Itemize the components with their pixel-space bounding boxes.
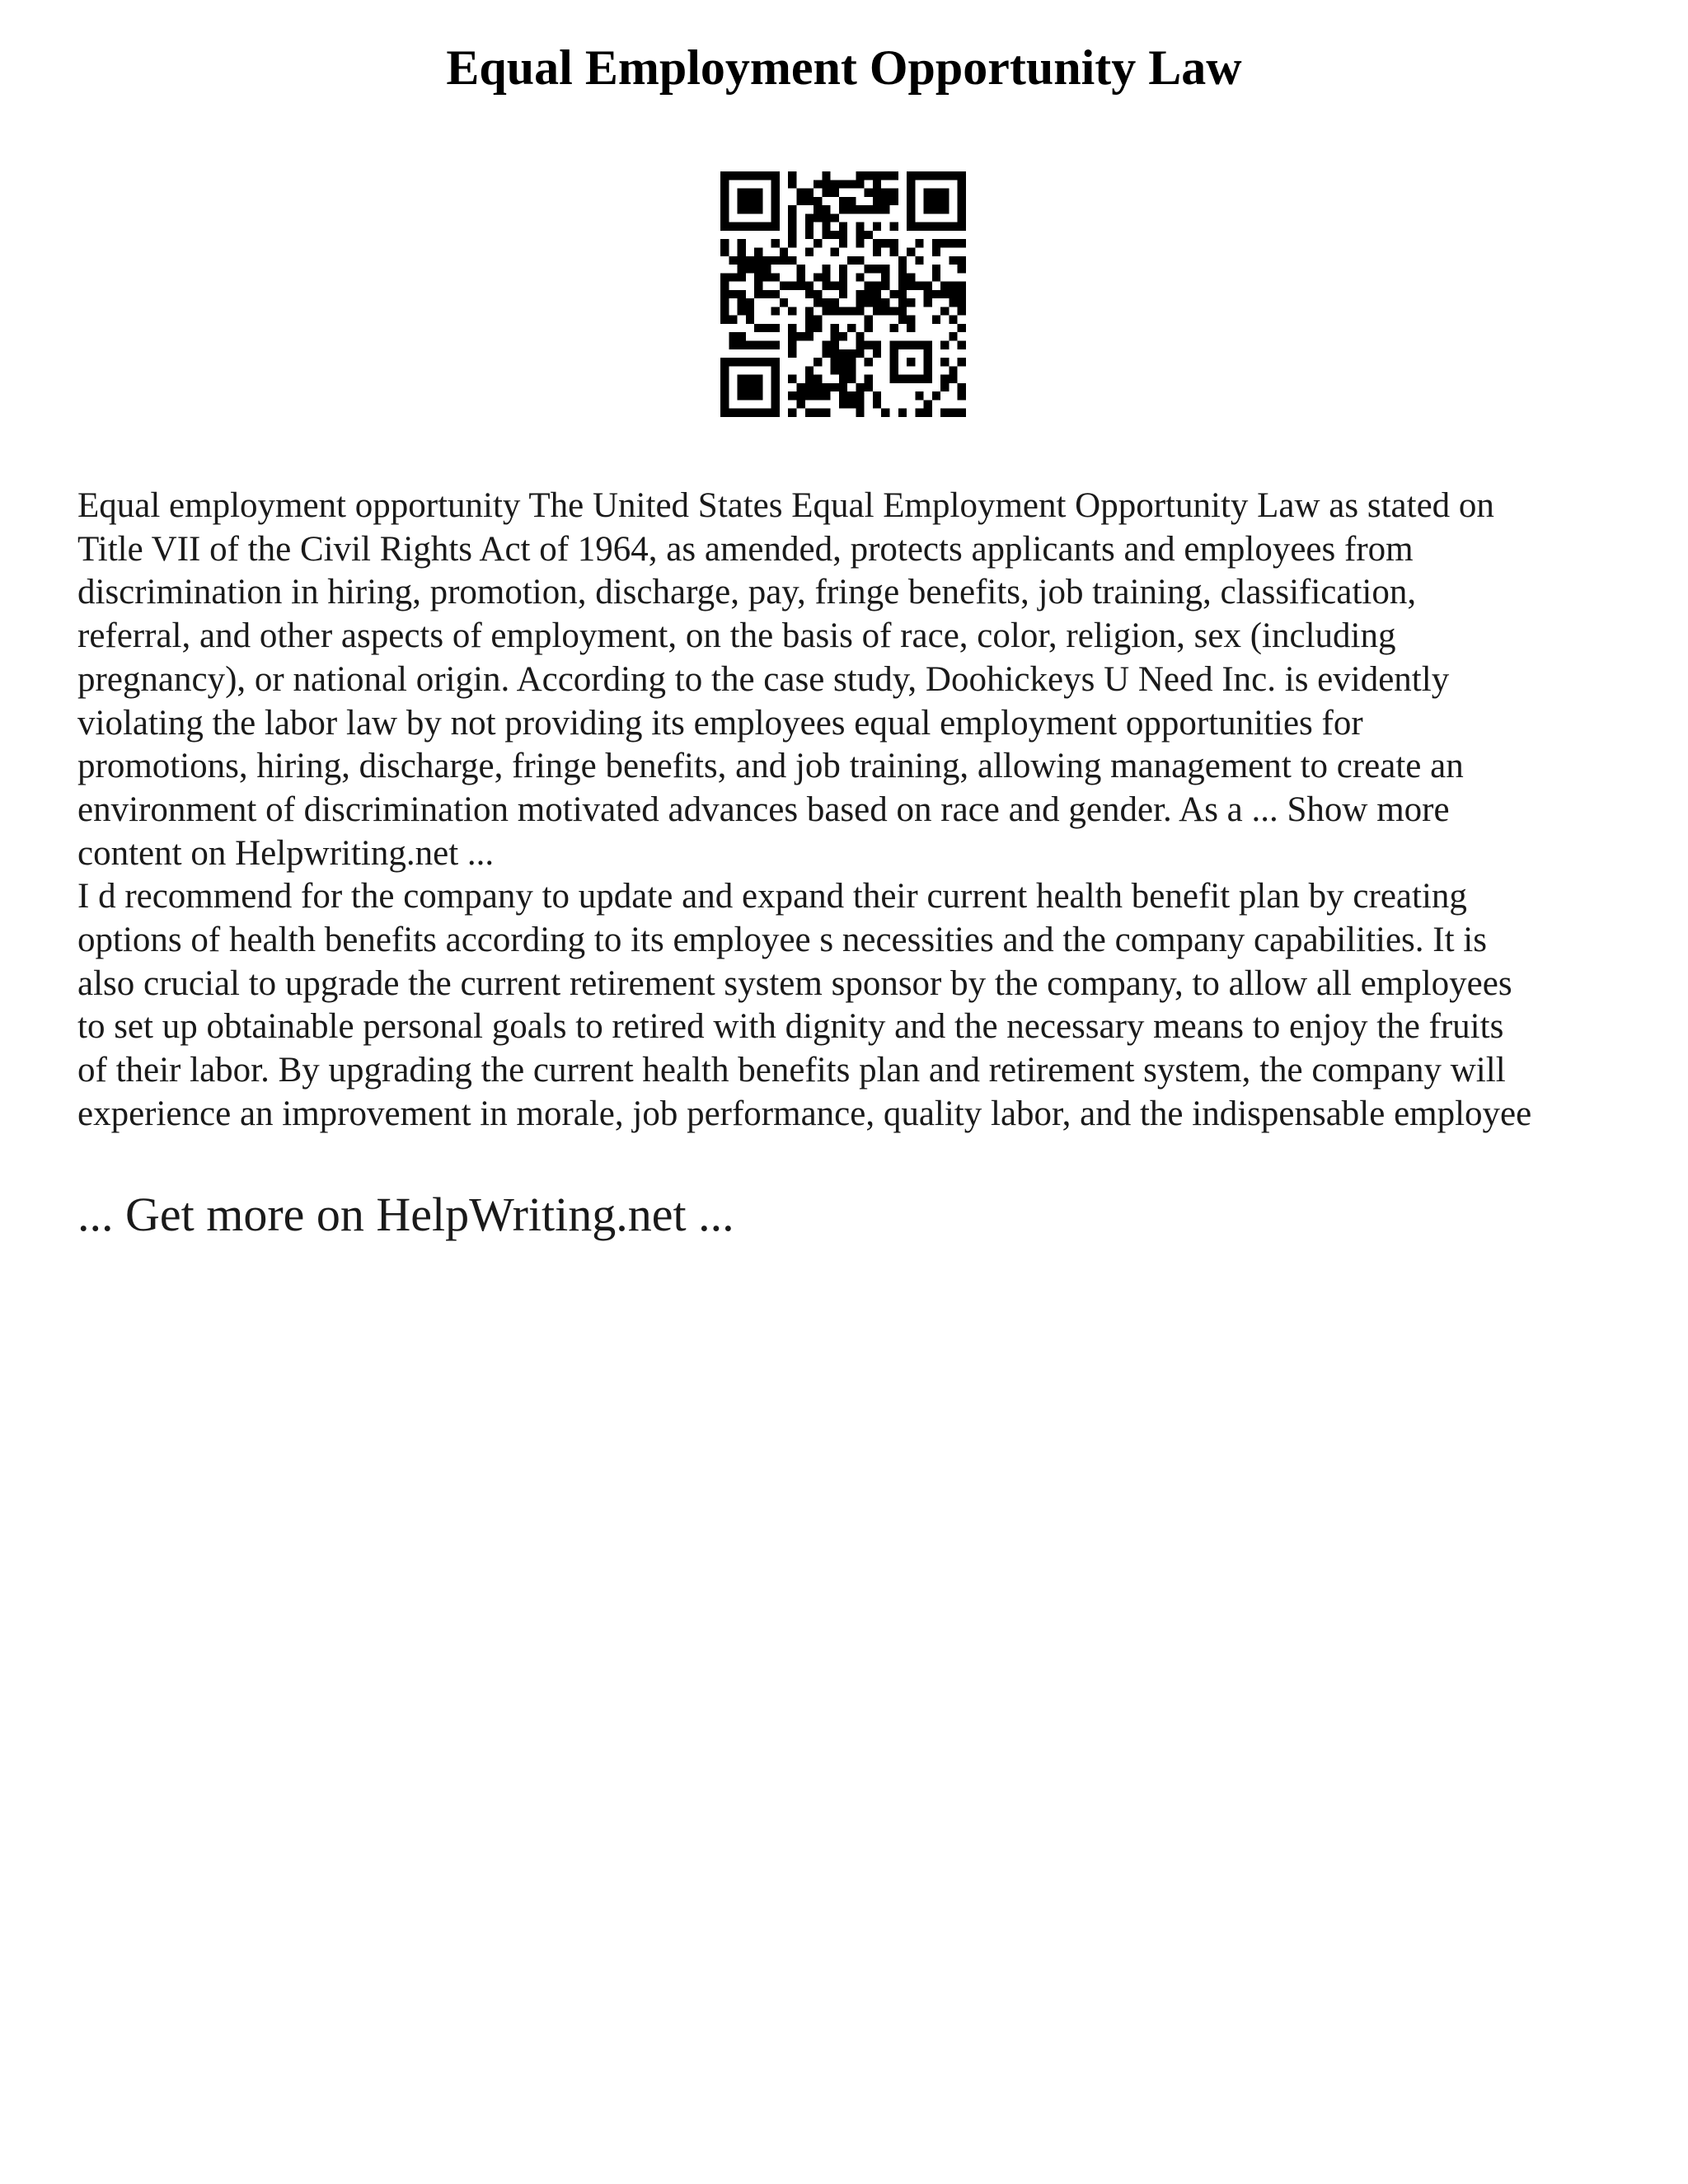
qr-code-icon — [720, 171, 966, 417]
get-more-link[interactable]: ... Get more on HelpWriting.net ... — [77, 1188, 734, 1241]
paragraph-1: Equal employment opportunity The United States Equal Employment Opportunity Law as stated on Title VII of the Civil Rights Act of 1964, as amended, protects applicants and employees from discrimination in hiring, promotion, discharge, pay, fringe benefits, job training, classification, referral, and other aspects of employment, on the basis of race, color, religion, sex (including pregnancy), or national origin. According to the case study, Doohickeys U Need Inc. is evidently violating the labor law by not providing its employees equal employment opportunities for promotions, hiring, discharge, fringe benefits, and job training, allowing management to create an environment of discrimination motivated advances based on race and gender. As a ... Show more content on Helpwriting.net ... — [77, 486, 1494, 873]
paragraph-2: I d recommend for the company to update and expand their current health benefit plan by creating options of health benefits according to its employee s necessities and the company capabilities. It is also crucial to upgrade the current retirement system sponsor by the company, to allow all employees to set up obtainable personal goals to retired with dignity and the necessary means to enjoy the fruits of their labor. By upgrading the current health benefits plan and retirement system, the company will experience an improvement in morale, job performance, quality labor, and the indispensable employee — [77, 877, 1532, 1133]
body-text — [77, 485, 1643, 1137]
page-title: Equal Employment Opportunity Law — [446, 40, 1242, 95]
